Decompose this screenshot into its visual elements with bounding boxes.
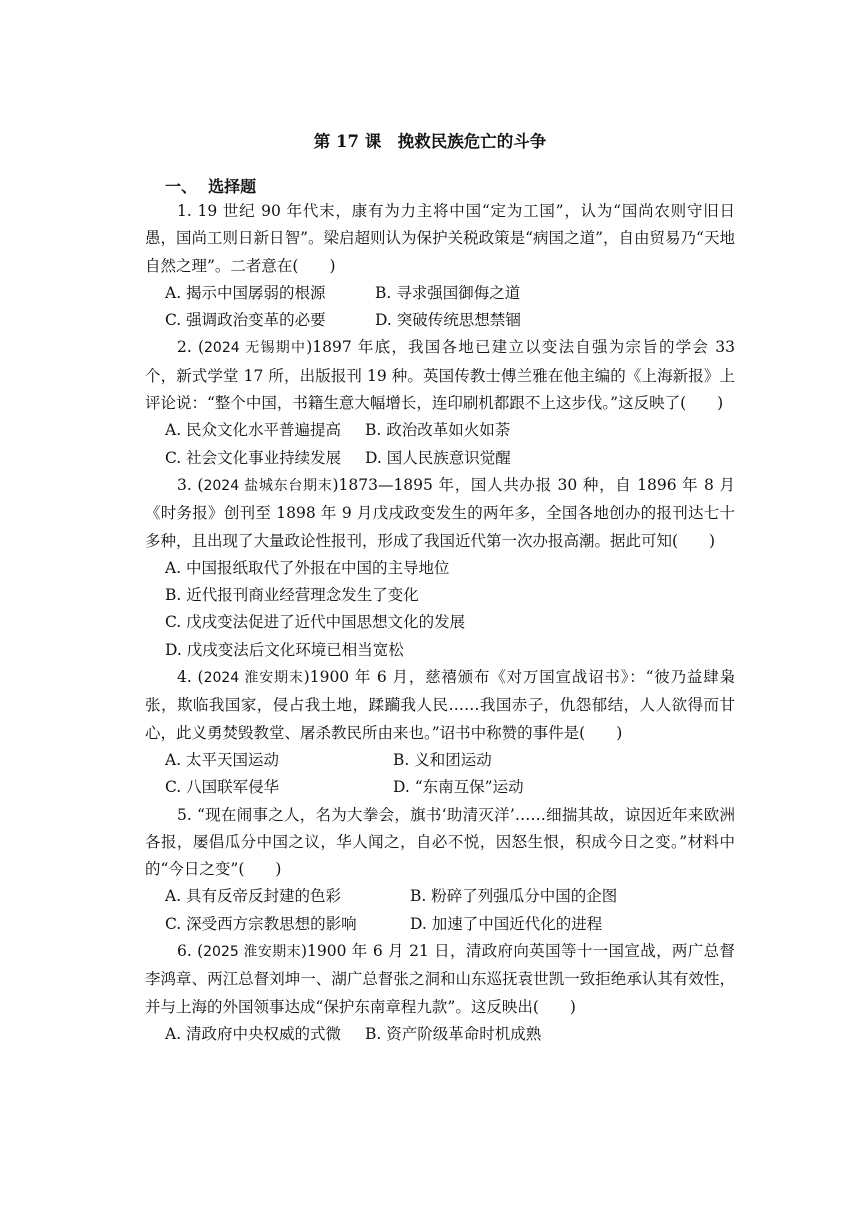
option-row: [145, 747, 735, 774]
option-d[interactable]: D. 国人民族意识觉醒: [365, 448, 511, 467]
question-2: [145, 334, 735, 471]
question-source: 2024 无锡期中: [204, 340, 307, 357]
question-stem: 1. 19 世纪 90 年代末，康有为力主将中国“定为工国”，认为“国尚农则守旧日愚，国尚工则日新日智”。梁启超则认为保护关税政策是“病国之道”，自由贸易乃“天地自然之理”。二者意在( ): [145, 202, 735, 275]
question-stem: [145, 472, 735, 555]
question-4: [145, 664, 735, 801]
question-number: 6. (: [177, 942, 204, 961]
question-5: [145, 802, 735, 938]
question-list: [145, 198, 735, 1048]
option-a[interactable]: A. 中国报纸取代了外报在中国的主导地位: [165, 558, 450, 577]
option-row: [145, 883, 735, 910]
option-row: [145, 774, 735, 801]
option-c[interactable]: C. 戊戌变法促进了近代中国思想文化的发展: [165, 613, 466, 632]
option-b[interactable]: B. 粉碎了列强瓜分中国的企图: [410, 887, 618, 906]
option-a[interactable]: A. 揭示中国孱弱的根源: [165, 283, 326, 302]
question-source: 2024 淮安期末: [203, 670, 304, 687]
question-1: [145, 198, 735, 334]
option-b[interactable]: B. 义和团运动: [393, 750, 492, 769]
section-heading: 一、 选择题: [165, 177, 257, 196]
question-text: )1897 年底，我国各地已建立以变法自强为宗旨的学会 33 个，新式学堂 17 所，出版报刊 19 种。英国传教士傅兰雅在他主编的《上海新报》上评论说：“整个中国，书籍生意大幅增长，连印刷机都跟不上这步伐。”这反映了( ): [145, 338, 735, 413]
question-number: 2. (: [177, 338, 204, 357]
question-stem: [145, 334, 735, 417]
question-number: 3. (: [177, 475, 204, 494]
option-c[interactable]: C. 深受西方宗教思想的影响: [165, 914, 357, 933]
question-stem: [145, 938, 735, 1021]
question-text: )1900 年 6 月，慈禧颁布《对万国宣战诏书》：“彼乃益肆枭张，欺临我国家，侵占我土地，蹂躏我人民……我国赤子，仇怨郁结，人人欲得而甘心，此义勇焚毁教堂、屠杀教民所由来也。”诏书中称赞的事件是( ): [145, 668, 736, 742]
option-a[interactable]: A. 清政府中央权威的式微: [165, 1024, 342, 1043]
question-3: [145, 472, 735, 664]
question-source: 2024 盐城东台期末: [203, 477, 333, 494]
option-row: [145, 280, 735, 307]
option-a[interactable]: A. 民众文化水平普遍提高: [165, 421, 342, 440]
option-row: [145, 417, 735, 444]
option-d[interactable]: D. 加速了中国近代化的进程: [410, 914, 603, 933]
option-d[interactable]: D. 突破传统思想禁锢: [375, 311, 521, 330]
option-a[interactable]: A. 具有反帝反封建的色彩: [165, 887, 342, 906]
option-b[interactable]: B. 近代报刊商业经营理念发生了变化: [165, 586, 419, 605]
question-stem: [145, 664, 735, 747]
option-c[interactable]: C. 八国联军侵华: [165, 778, 280, 797]
option-d[interactable]: D. 戊戌变法后文化环境已相当宽松: [165, 640, 404, 659]
option-c[interactable]: C. 强调政治变革的必要: [165, 311, 326, 330]
question-number: 4. (: [177, 668, 204, 687]
option-b[interactable]: B. 政治改革如火如荼: [365, 421, 511, 440]
option-row: [145, 307, 735, 334]
lesson-title: 第 17 课 挽救民族危亡的斗争: [313, 132, 547, 151]
question-text: )1900 年 6 月 21 日，清政府向英国等十一国宣战，两广总督李鸿章、两江总督刘坤一、湖广总督张之洞和山东巡抚袁世凯一致拒绝承认其有效性，并与上海的外国领事达成“保护东南章程九款”。这反映出( ): [145, 942, 735, 1016]
question-source: 2025 淮安期末: [203, 944, 301, 961]
option-a[interactable]: A. 太平天国运动: [165, 750, 280, 769]
question-6: [145, 938, 735, 1048]
option-b[interactable]: B. 资产阶级革命时机成熟: [365, 1024, 542, 1043]
question-text: )1873—1895 年，国人共办报 30 种，自 1896 年 8 月《时务报》创刊至 1898 年 9 月戊戌政变发生的两年多，全国各地创办的报刊达七十多种，且出现了大量政论性报刊，形成了我国近代第一次办报高潮。据此可知( ): [145, 475, 735, 550]
option-row: [145, 1021, 735, 1048]
option-row: [145, 555, 735, 664]
option-b[interactable]: B. 寻求强国御侮之道: [375, 283, 521, 302]
question-stem: 5. “现在闹事之人，名为大拳会，旗书‘助清灭洋’……细揣其故，谅因近年来欧洲各报，屡倡瓜分中国之议，华人闻之，自必不悦，因怒生恨，积成今日之变。”材料中的“今日之变”( ): [145, 805, 735, 879]
option-c[interactable]: C. 社会文化事业持续发展: [165, 448, 342, 467]
option-d[interactable]: D. “东南互保”运动: [393, 778, 524, 797]
option-row: [145, 911, 735, 938]
option-row: [145, 445, 735, 472]
